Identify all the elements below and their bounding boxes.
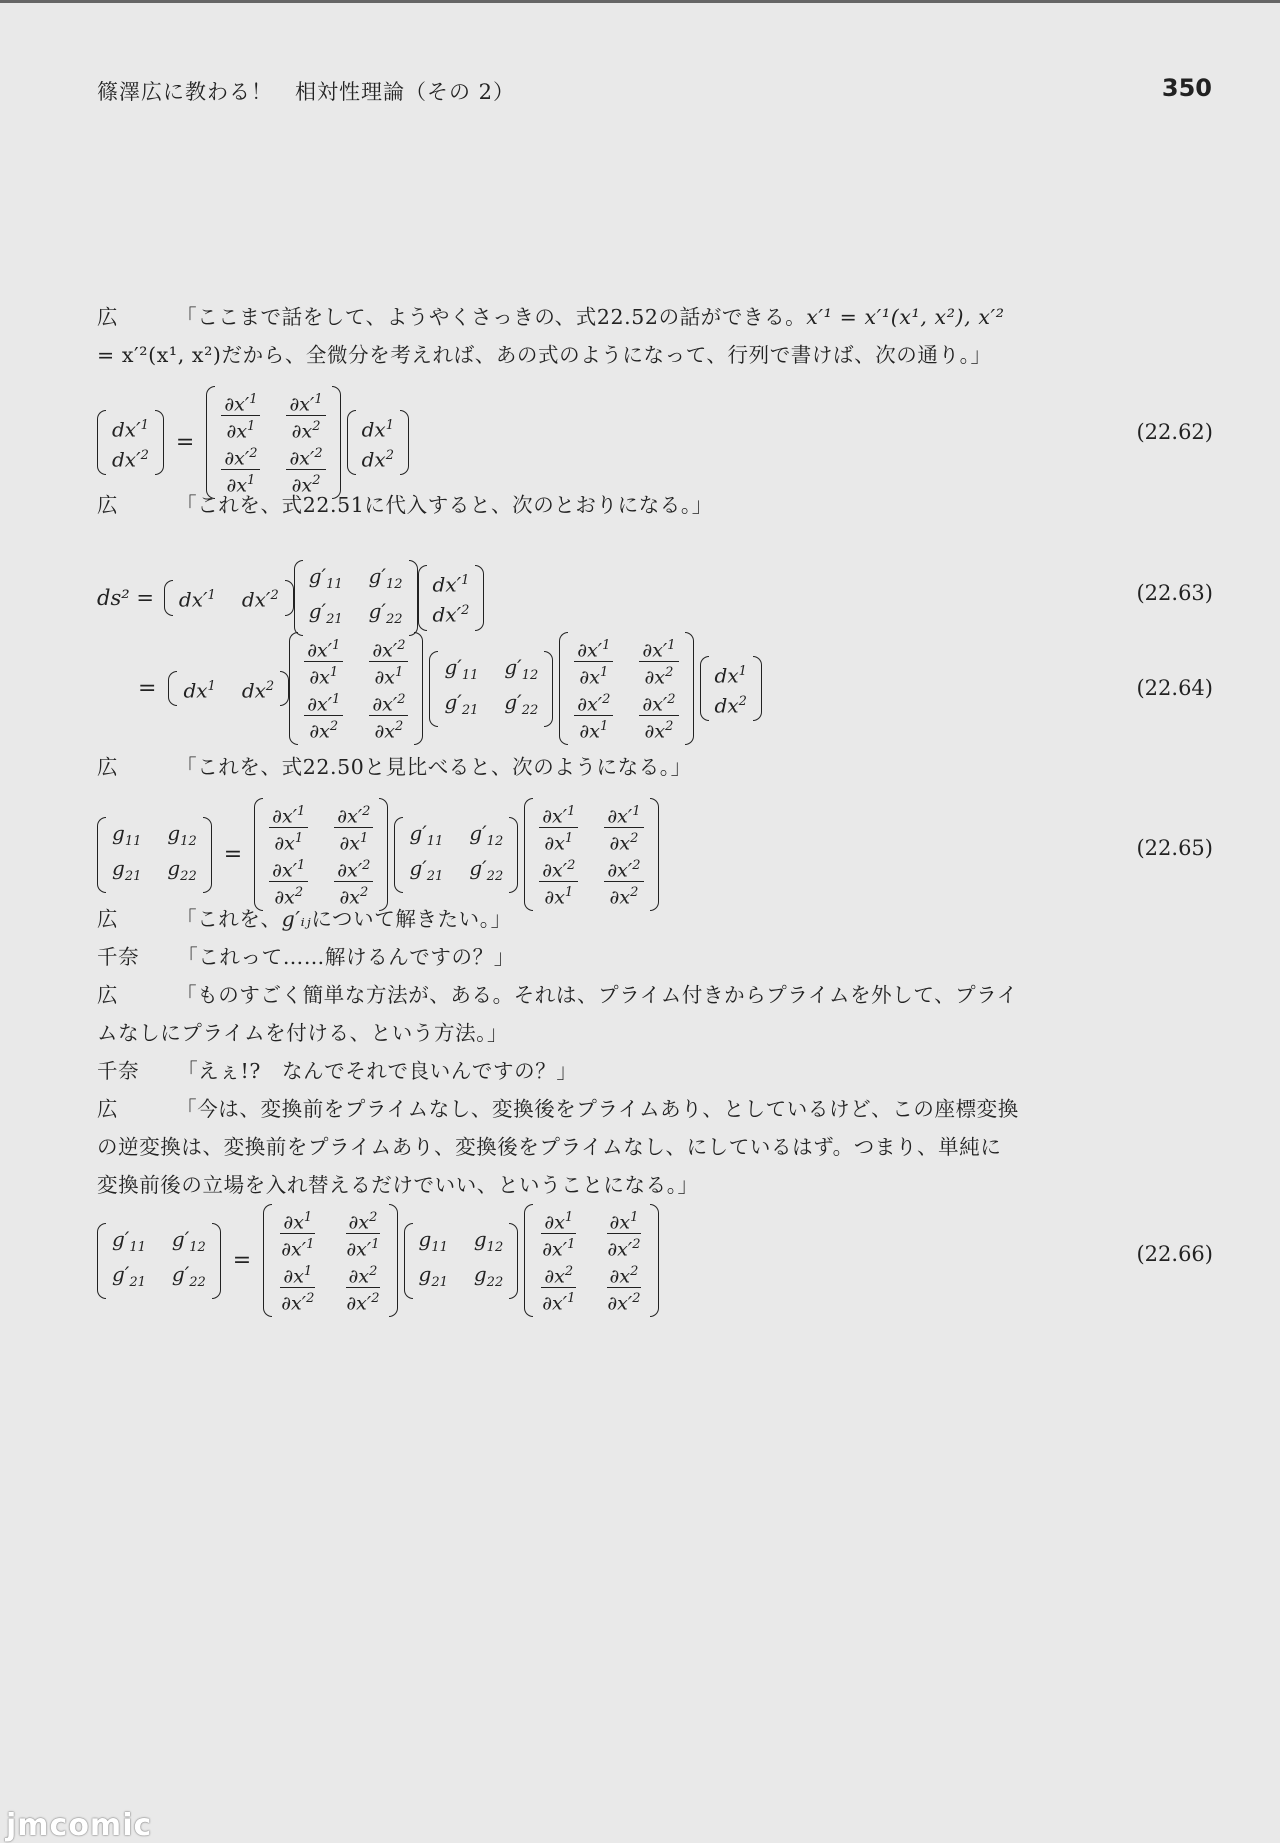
paragraph-1 (97, 298, 1027, 374)
dialogue-text: について解きたい。」 (311, 907, 512, 931)
speaker-label: 広 (97, 983, 119, 1007)
dialogue-text: 「ここまで話をして、ようやくさっきの、式22.52の話ができる。 (176, 305, 807, 329)
equation-22-65: $g_{11}$ $g_{12}$ $g_{21}$ $g_{22}$ = $\frac{\partial x'^1}{\partial x^1}$ $\frac{\partial x'^2}{\partial x^1}$ $\frac{\partial x'^1}{\partial x^2}$ $\frac{\partial x'^2}{\partial x^2}$ $g'_{11}$ $g'_{12}$ $g'_{21}$ $g'_{22}$ $\frac{\partial x'^1}{\partial x^1}$ $\frac{\partial x'^1}{\partial x^2}$ $\frac{\partial x'^2}{\partial x^1}$ $\frac{\partial x'^2}{\partial x^2}$ (97, 798, 1213, 911)
dialogue-text: 「これを、 (176, 907, 282, 931)
speaker-label: 広 (97, 305, 119, 329)
dialogue-text: 「今は、変換前をプライムなし、変換後をプライムあり、としているけど、この座標変換 (176, 1097, 1019, 1121)
speaker-label: 広 (97, 755, 119, 779)
dialogue-text: 「これって……解けるんですの？」 (177, 945, 515, 969)
equation-number: (22.65) (1136, 836, 1213, 860)
speaker-label: 千奈 (97, 1059, 140, 1083)
dialogue-text: ムなしにプライムを付ける、という方法。」 (97, 1021, 509, 1045)
equation-number: (22.66) (1136, 1242, 1213, 1266)
equation-22-62: $dx'^1$ $dx'^2$ = $\frac{\partial x'^1}{\partial x^1}$ $\frac{\partial x'^1}{\partial x^2}$ $\frac{\partial x'^2}{\partial x^1}$ $\frac{\partial x'^2}{\partial x^2}$ $dx^1$ $dx^2$ (97, 386, 1213, 499)
dialogue-text: 「ものすごく簡単な方法が、ある。それは、プライム付きからプライムを外して、プライ (176, 983, 1018, 1007)
watermark-logo: jmcomic (6, 1808, 153, 1843)
top-border (0, 0, 1280, 3)
equation-number: (22.64) (1136, 676, 1213, 700)
speaker-label: 広 (97, 1097, 119, 1121)
paragraph-2 (97, 486, 1027, 524)
speaker-label: 千奈 (97, 945, 140, 969)
equation-number: (22.62) (1136, 420, 1213, 444)
dialogue-text: 「えぇ!? なんでそれで良いんですの？」 (177, 1059, 578, 1083)
paragraph-4 (97, 900, 1027, 1204)
dialogue-text: = x′²(x¹, x²)だから、全微分を考えれば、あの式のようになって、行列で書けば、次の通り。」 (97, 343, 992, 367)
equation-22-63: ds² = $dx'^1$ $dx'^2$ $g'_{11}$ $g'_{12}$ $g'_{21}$ $g'_{22}$ $dx'^1$ $dx'^2$ (97, 560, 1213, 636)
equation-22-64: = $dx^1$ $dx^2$ $\frac{\partial x'^1}{\partial x^1}$ $\frac{\partial x'^2}{\partial x^1}$ $\frac{\partial x'^1}{\partial x^2}$ $\frac{\partial x'^2}{\partial x^2}$ $g'_{11}$ $g'_{12}$ $g'_{21}$ $g'_{22}$ $\frac{\partial x'^1}{\partial x^1}$ $\frac{\partial x'^1}{\partial x^2}$ $\frac{\partial x'^2}{\partial x^1}$ $\frac{\partial x'^2}{\partial x^2}$ $dx^1$ $dx^2$ (138, 632, 1254, 745)
speaker-label: 広 (97, 493, 119, 517)
running-header-title: 篠澤広に教わる！ 相対性理論（その 2） (97, 80, 516, 104)
inline-math: x′¹ = x′¹(x¹, x²), x′² (806, 305, 1005, 329)
dialogue-text: 「これを、式22.50と見比べると、次のようになる。」 (176, 755, 692, 779)
equation-22-66: $g'_{11}$ $g'_{12}$ $g'_{21}$ $g'_{22}$ = $\frac{\partial x^1}{\partial x'^1}$ $\frac{\partial x^2}{\partial x'^1}$ $\frac{\partial x^1}{\partial x'^2}$ $\frac{\partial x^2}{\partial x'^2}$ $g_{11}$ $g_{12}$ $g_{21}$ $g_{22}$ $\frac{\partial x^1}{\partial x'^1}$ $\frac{\partial x^1}{\partial x'^2}$ $\frac{\partial x^2}{\partial x'^1}$ $\frac{\partial x^2}{\partial x'^2}$ (97, 1204, 1213, 1317)
dialogue-text: 変換前後の立場を入れ替えるだけでいい、ということになる。」 (97, 1173, 699, 1197)
dialogue-text: 「これを、式22.51に代入すると、次のとおりになる。」 (176, 493, 713, 517)
inline-math: g′ᵢⱼ (281, 907, 312, 931)
page-number: 350 (1161, 74, 1212, 102)
paragraph-3 (97, 748, 1027, 786)
equation-number: (22.63) (1136, 581, 1213, 605)
speaker-label: 広 (97, 907, 119, 931)
dialogue-text: の逆変換は、変換前をプライムあり、変換後をプライムなし、にしているはず。つまり、単純に (97, 1135, 1002, 1159)
